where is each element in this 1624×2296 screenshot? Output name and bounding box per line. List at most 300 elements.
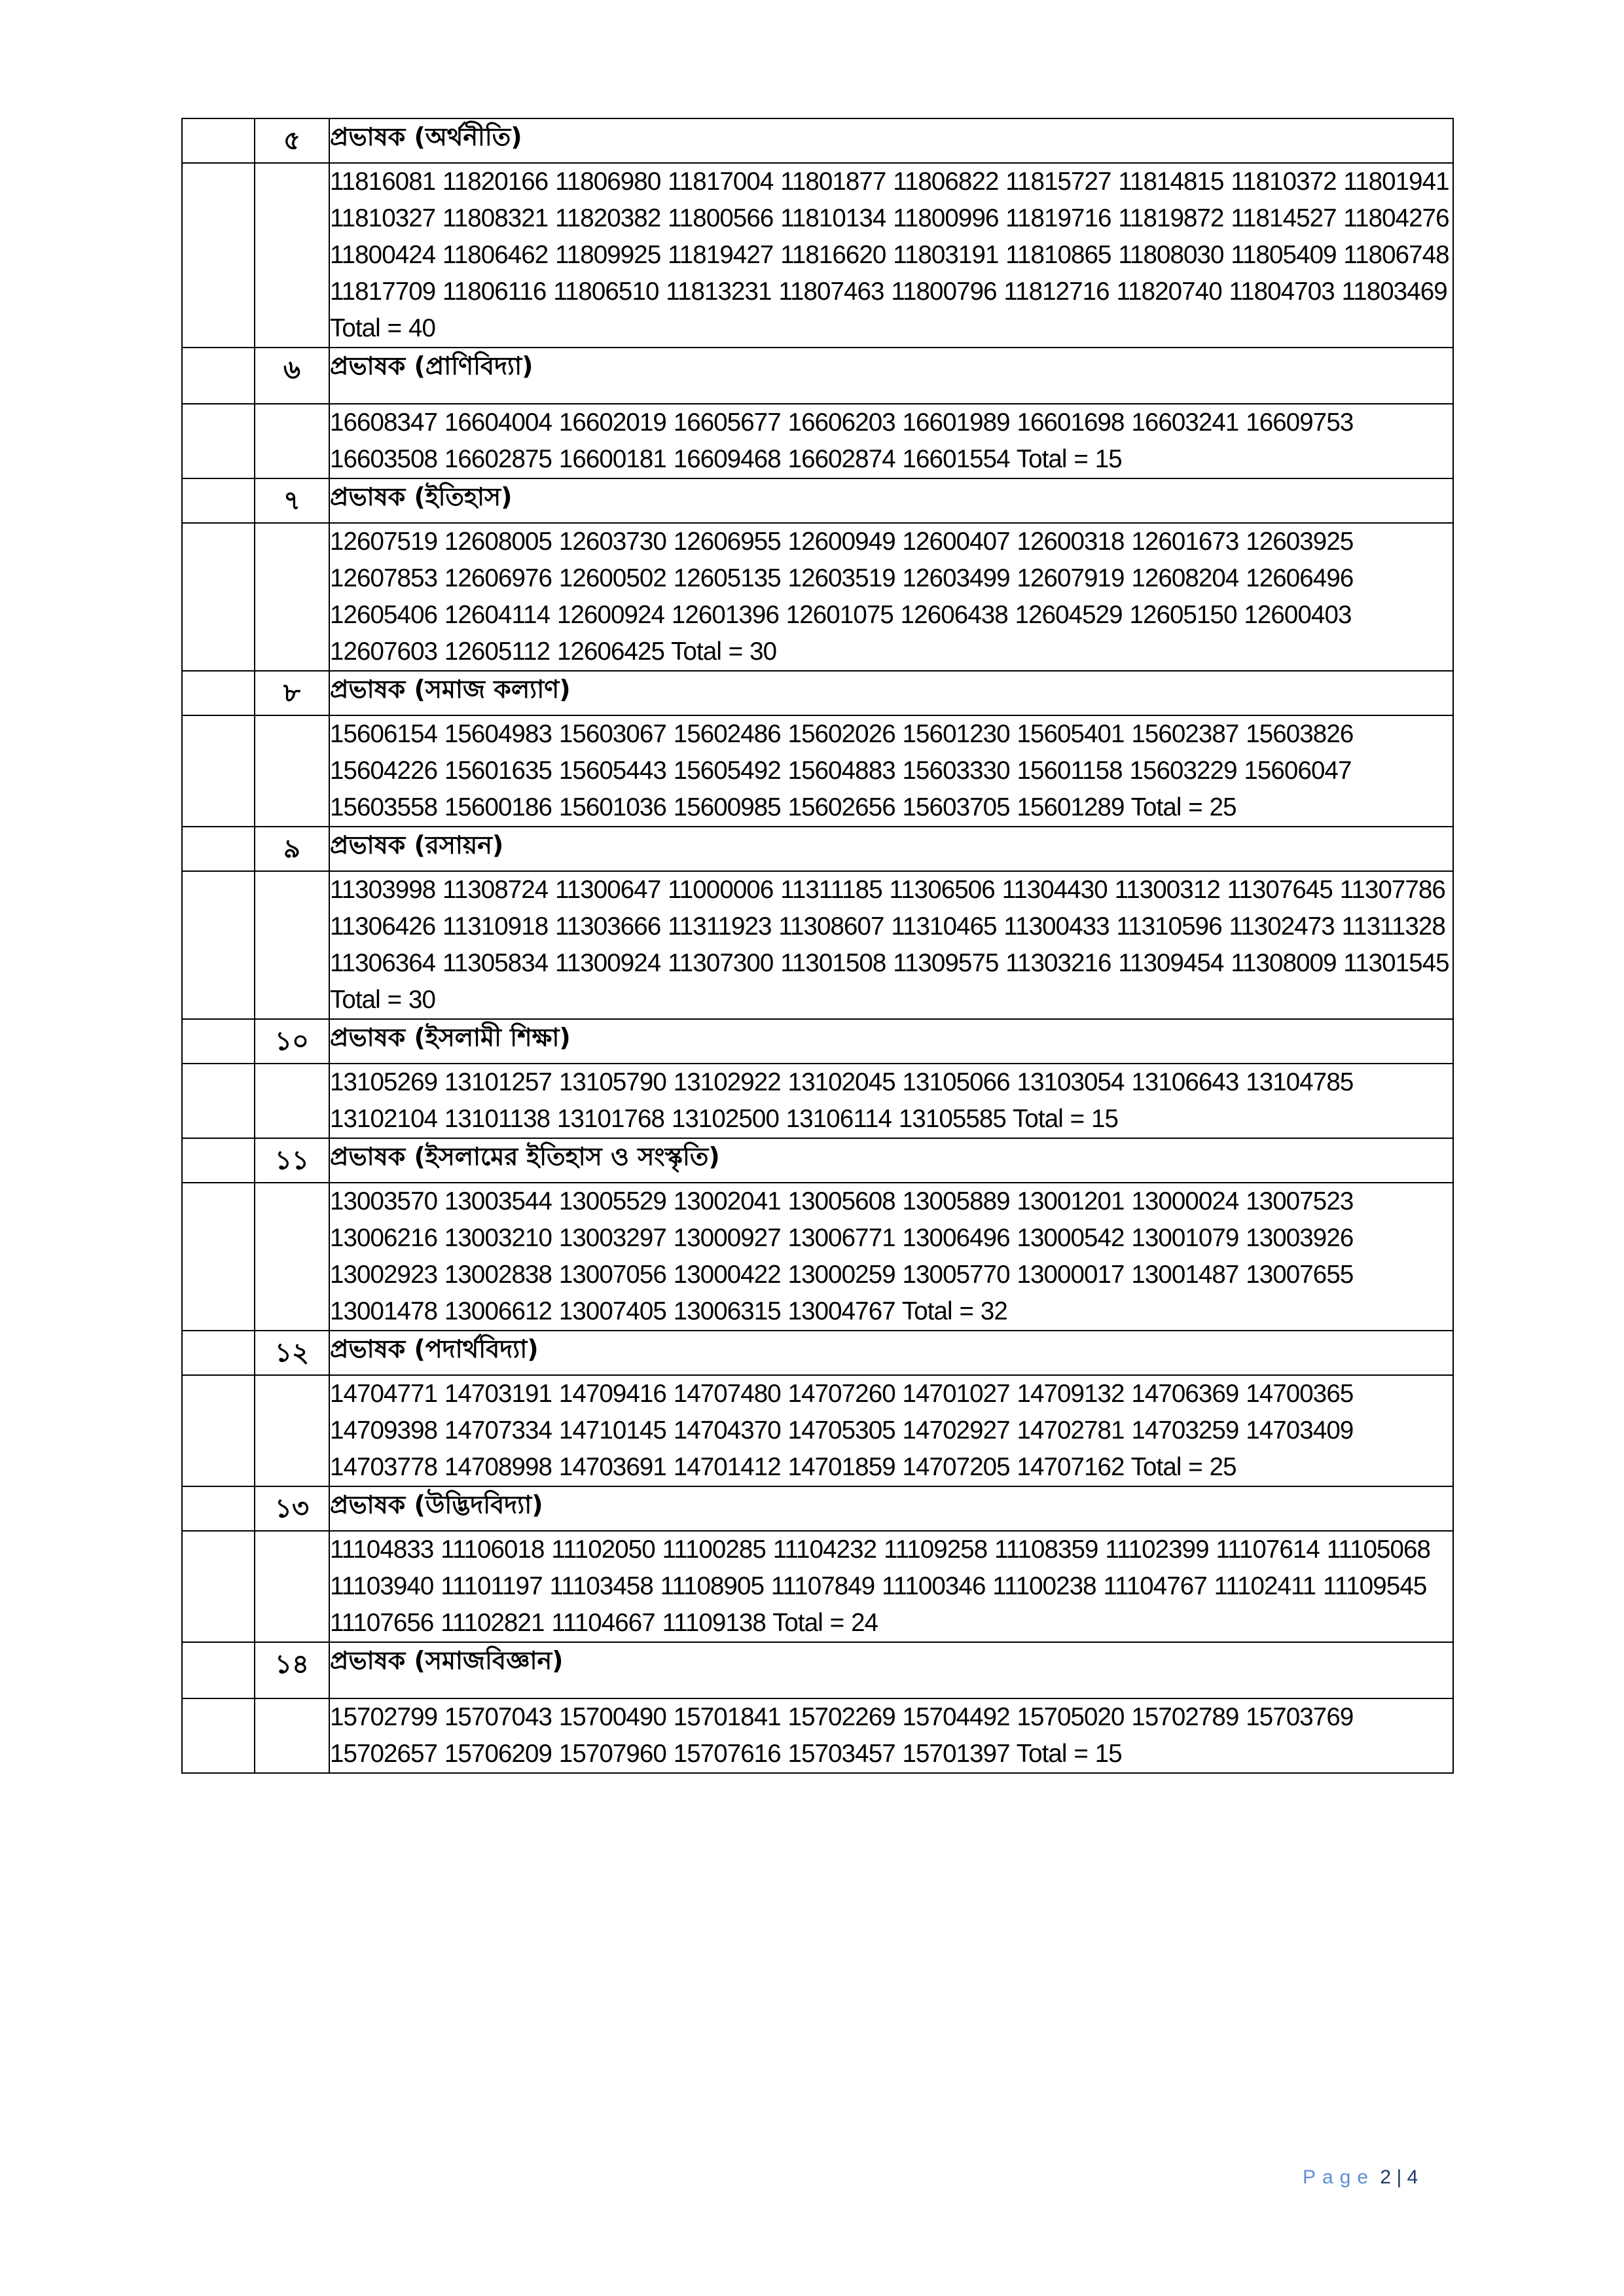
section-header-row — [182, 1019, 1453, 1064]
roll-number: 16605677 — [673, 408, 781, 437]
roll-number: 13006771 — [787, 1224, 895, 1252]
roll-number: 11806462 — [442, 241, 549, 269]
roll-number: 11817004 — [668, 168, 774, 196]
roll-number: 16601989 — [902, 408, 1010, 437]
roll-number: 14701412 — [673, 1453, 781, 1481]
section-total: Total = 24 — [772, 1609, 878, 1637]
section-ids-row — [182, 1183, 1453, 1331]
roll-number: 11809925 — [555, 241, 661, 269]
blank-cell — [255, 1064, 329, 1138]
roll-number: 15604983 — [444, 720, 552, 748]
roll-number: 11804703 — [1229, 278, 1335, 306]
blank-cell — [255, 715, 329, 827]
roll-number: 15604226 — [330, 757, 438, 785]
roll-number: 11819716 — [1005, 204, 1111, 232]
roll-number: 11301545 — [1343, 949, 1449, 977]
roll-number: 11806748 — [1343, 241, 1449, 269]
roll-number: 13105066 — [902, 1068, 1010, 1096]
roll-number: 13000542 — [1017, 1224, 1125, 1252]
roll-number: 14709416 — [558, 1380, 666, 1408]
roll-number: 13102104 — [330, 1105, 438, 1133]
roll-number: 11807463 — [778, 278, 884, 306]
roll-number: 11816620 — [780, 241, 886, 269]
roll-number: 13003926 — [1246, 1224, 1354, 1252]
blank-cell — [182, 1698, 255, 1773]
section-total: Total = 30 — [671, 637, 777, 666]
section-ids-row — [182, 1698, 1453, 1773]
serial-number: ১২ — [255, 1331, 329, 1375]
blank-cell — [182, 163, 255, 348]
post-title: প্রভাষক (উদ্ভিদবিদ্যা) — [329, 1486, 1453, 1531]
roll-number: 11109258 — [883, 1535, 988, 1564]
roll-number-list — [329, 163, 1453, 348]
roll-number: 12600502 — [558, 564, 666, 592]
roll-number: 15707960 — [558, 1740, 666, 1768]
roll-number: 14710145 — [558, 1416, 666, 1444]
roll-number: 11813231 — [666, 278, 772, 306]
post-title: প্রভাষক (সমাজবিজ্ঞান) — [329, 1642, 1453, 1698]
roll-number: 11803191 — [893, 241, 999, 269]
roll-number: 15603330 — [902, 757, 1010, 785]
blank-cell — [182, 1331, 255, 1375]
section-header-row — [182, 1486, 1453, 1531]
section-header-row — [182, 827, 1453, 871]
post-title: প্রভাষক (প্রাণিবিদ্যা) — [329, 348, 1453, 404]
roll-number: 12600924 — [556, 601, 665, 629]
section-header-row — [182, 1138, 1453, 1183]
roll-number: 15603705 — [902, 793, 1010, 821]
section-ids-row — [182, 163, 1453, 348]
roll-number: 13002041 — [673, 1187, 781, 1215]
roll-number-list — [329, 404, 1453, 478]
roll-number: 11310465 — [891, 912, 997, 941]
roll-number: 16602019 — [558, 408, 666, 437]
roll-number: 13007056 — [558, 1261, 666, 1289]
roll-number: 11107656 — [330, 1609, 434, 1637]
roll-number: 12603519 — [787, 564, 895, 592]
roll-number: 14705305 — [787, 1416, 895, 1444]
roll-number: 14707480 — [673, 1380, 781, 1408]
section-total: Total = 40 — [330, 314, 436, 342]
roll-number: 11311328 — [1341, 912, 1445, 941]
roll-number: 11000006 — [668, 876, 774, 904]
roll-number: 13102500 — [671, 1105, 779, 1133]
roll-number: 11311185 — [780, 876, 882, 904]
roll-number: 15702789 — [1131, 1703, 1239, 1731]
roll-number: 15602656 — [787, 793, 895, 821]
blank-cell — [255, 1375, 329, 1486]
roll-number: 13003544 — [444, 1187, 552, 1215]
roll-number: 11806822 — [893, 168, 999, 196]
post-title: প্রভাষক (পদার্থবিদ্যা) — [329, 1331, 1453, 1375]
roll-number: 11108359 — [994, 1535, 1098, 1564]
roll-number: 15603826 — [1246, 720, 1354, 748]
roll-number: 11800796 — [891, 278, 997, 306]
roll-number: 13000024 — [1131, 1187, 1239, 1215]
blank-cell — [182, 348, 255, 404]
blank-cell — [255, 523, 329, 671]
roll-number: 11816081 — [330, 168, 436, 196]
roll-number: 11304430 — [1001, 876, 1108, 904]
roll-number: 15601230 — [902, 720, 1010, 748]
roll-number: 12605112 — [444, 637, 550, 666]
roll-number: 11306426 — [330, 912, 436, 941]
roll-number: 11814527 — [1231, 204, 1337, 232]
blank-cell — [255, 871, 329, 1019]
serial-number: ১১ — [255, 1138, 329, 1183]
section-header-row — [182, 478, 1453, 523]
roll-number: 11300433 — [1003, 912, 1110, 941]
roll-number: 12603499 — [902, 564, 1010, 592]
roll-number: 15602026 — [787, 720, 895, 748]
roll-number: 13001079 — [1131, 1224, 1239, 1252]
roll-number: 15702269 — [787, 1703, 895, 1731]
roll-number: 12607603 — [330, 637, 438, 666]
roll-number: 11107849 — [770, 1572, 875, 1600]
roll-number: 11810134 — [780, 204, 886, 232]
roll-number: 13002838 — [444, 1261, 552, 1289]
roll-number: 13105585 — [898, 1105, 1006, 1133]
roll-number: 11309575 — [893, 949, 999, 977]
roll-number: 11102399 — [1105, 1535, 1209, 1564]
blank-cell — [182, 1486, 255, 1531]
roll-number: 15701841 — [673, 1703, 781, 1731]
roll-number-list — [329, 523, 1453, 671]
roll-number: 11820166 — [442, 168, 549, 196]
roll-number: 12606955 — [673, 528, 781, 556]
blank-cell — [182, 1183, 255, 1331]
roll-number: 11300924 — [555, 949, 661, 977]
roll-number: 14702781 — [1017, 1416, 1125, 1444]
section-header-row — [182, 671, 1453, 715]
roll-number: 14703409 — [1246, 1416, 1354, 1444]
roll-number: 16602874 — [787, 445, 895, 473]
section-total: Total = 15 — [1016, 1740, 1122, 1768]
section-ids-row — [182, 715, 1453, 827]
roll-number: 11105068 — [1326, 1535, 1431, 1564]
roll-number: 11814815 — [1118, 168, 1224, 196]
serial-number: ৮ — [255, 671, 329, 715]
roll-number: 12607853 — [330, 564, 438, 592]
roll-number: 11310596 — [1116, 912, 1222, 941]
roll-number: 13103054 — [1017, 1068, 1125, 1096]
roll-number: 13000422 — [673, 1261, 781, 1289]
roll-number: 13007405 — [558, 1297, 666, 1325]
roll-number-list — [329, 1183, 1453, 1331]
roll-number: 11109545 — [1322, 1572, 1427, 1600]
section-ids-row — [182, 1531, 1453, 1642]
roll-number: 11308607 — [778, 912, 884, 941]
roll-number: 11810372 — [1231, 168, 1337, 196]
roll-number: 11812716 — [1003, 278, 1110, 306]
roll-number: 16609468 — [673, 445, 781, 473]
page-separator: | — [1396, 2166, 1402, 2188]
roll-number: 12608204 — [1131, 564, 1239, 592]
roll-number: 11806116 — [442, 278, 547, 306]
roll-number: 13006612 — [444, 1297, 552, 1325]
roll-number: 12603730 — [558, 528, 666, 556]
roll-number: 11303998 — [330, 876, 436, 904]
roll-number: 13106643 — [1131, 1068, 1239, 1096]
roll-number: 11305834 — [442, 949, 549, 977]
roll-number: 11820740 — [1116, 278, 1222, 306]
roll-number: 11800566 — [668, 204, 774, 232]
blank-cell — [255, 163, 329, 348]
roll-number: 15702799 — [330, 1703, 438, 1731]
roll-number: 13005608 — [787, 1187, 895, 1215]
post-title: প্রভাষক (ইতিহাস) — [329, 478, 1453, 523]
roll-number: 13006216 — [330, 1224, 438, 1252]
roll-number: 11303666 — [555, 912, 661, 941]
roll-number: 14703191 — [444, 1380, 552, 1408]
section-total: Total = 30 — [330, 986, 436, 1014]
blank-cell — [182, 523, 255, 671]
roll-number: 13000017 — [1017, 1261, 1125, 1289]
roll-number: 13001478 — [330, 1297, 438, 1325]
roll-number: 12606976 — [444, 564, 552, 592]
roll-number: 16601554 — [902, 445, 1010, 473]
blank-cell — [182, 1642, 255, 1698]
blank-cell — [182, 715, 255, 827]
roll-number: 14703691 — [558, 1453, 666, 1481]
roll-number: 14704771 — [330, 1380, 438, 1408]
roll-number: 11100346 — [882, 1572, 986, 1600]
section-total: Total = 15 — [1016, 445, 1122, 473]
roll-number: 13101768 — [556, 1105, 665, 1133]
roll-number: 15601158 — [1017, 757, 1123, 785]
roll-number: 15703769 — [1246, 1703, 1354, 1731]
section-header-row — [182, 118, 1453, 163]
roll-number: 11306506 — [889, 876, 995, 904]
roll-number: 13004767 — [787, 1297, 895, 1325]
roll-number: 11303216 — [1005, 949, 1111, 977]
result-table — [181, 118, 1454, 1774]
serial-number: ৫ — [255, 118, 329, 163]
blank-cell — [182, 1019, 255, 1064]
roll-number: 11306364 — [330, 949, 436, 977]
roll-number: 11109138 — [662, 1609, 766, 1637]
serial-number: ১৪ — [255, 1642, 329, 1698]
roll-number: 13006315 — [673, 1297, 781, 1325]
roll-number: 13005770 — [902, 1261, 1010, 1289]
roll-number: 12605406 — [330, 601, 438, 629]
roll-number: 13007523 — [1246, 1187, 1354, 1215]
roll-number: 14707260 — [787, 1380, 895, 1408]
roll-number: 11820382 — [555, 204, 661, 232]
roll-number: 11808030 — [1118, 241, 1224, 269]
roll-number: 15707043 — [444, 1703, 552, 1731]
roll-number: 11310918 — [442, 912, 549, 941]
roll-number: 14700365 — [1246, 1380, 1354, 1408]
blank-cell — [255, 1531, 329, 1642]
roll-number: 12607519 — [330, 528, 438, 556]
section-ids-row — [182, 404, 1453, 478]
roll-number: 13005889 — [902, 1187, 1010, 1215]
roll-number: 15603558 — [330, 793, 438, 821]
roll-number: 16603508 — [330, 445, 438, 473]
roll-number: 12601075 — [785, 601, 893, 629]
blank-cell — [255, 1698, 329, 1773]
roll-number: 15601289 — [1017, 793, 1125, 821]
roll-number: 14709398 — [330, 1416, 438, 1444]
roll-number: 13102045 — [787, 1068, 895, 1096]
page-number: 2 — [1380, 2166, 1392, 2188]
roll-number: 12601673 — [1131, 528, 1239, 556]
roll-number: 11107614 — [1216, 1535, 1320, 1564]
roll-number: 12603925 — [1246, 528, 1354, 556]
blank-cell — [182, 1138, 255, 1183]
roll-number: 13000259 — [787, 1261, 895, 1289]
blank-cell — [182, 404, 255, 478]
serial-number: ১০ — [255, 1019, 329, 1064]
roll-number: 16606203 — [787, 408, 895, 437]
roll-number: 14707334 — [444, 1416, 552, 1444]
roll-number: 11301508 — [780, 949, 886, 977]
roll-number: 11104667 — [551, 1609, 655, 1637]
roll-number: 11308009 — [1231, 949, 1337, 977]
roll-number: 11810327 — [330, 204, 436, 232]
roll-number: 15600186 — [444, 793, 552, 821]
roll-number: 12607919 — [1017, 564, 1125, 592]
roll-number: 12600407 — [902, 528, 1010, 556]
roll-number: 11800996 — [893, 204, 999, 232]
roll-number: 16601698 — [1017, 408, 1125, 437]
post-title: প্রভাষক (ইসলামের ইতিহাস ও সংস্কৃতি) — [329, 1138, 1453, 1183]
serial-number: ৬ — [255, 348, 329, 404]
roll-number: 12608005 — [444, 528, 552, 556]
roll-number: 14707205 — [902, 1453, 1010, 1481]
post-title: প্রভাষক (সমাজ কল্যাণ) — [329, 671, 1453, 715]
roll-number: 16603241 — [1131, 408, 1239, 437]
section-total: Total = 15 — [1013, 1105, 1119, 1133]
serial-number: ১৩ — [255, 1486, 329, 1531]
roll-number: 13005529 — [558, 1187, 666, 1215]
roll-number: 11103940 — [330, 1572, 434, 1600]
roll-number: 11101197 — [441, 1572, 543, 1600]
section-ids-row — [182, 1064, 1453, 1138]
blank-cell — [255, 404, 329, 478]
roll-number: 11104767 — [1103, 1572, 1207, 1600]
roll-number: 13003210 — [444, 1224, 552, 1252]
roll-number: 11803469 — [1341, 278, 1447, 306]
blank-cell — [182, 827, 255, 871]
roll-number: 11804276 — [1343, 204, 1449, 232]
roll-number: 15705020 — [1017, 1703, 1125, 1731]
roll-number: 12604529 — [1015, 601, 1123, 629]
roll-number: 16604004 — [444, 408, 552, 437]
roll-number: 15707616 — [673, 1740, 781, 1768]
roll-number: 15601036 — [558, 793, 666, 821]
roll-number: 11801941 — [1343, 168, 1449, 196]
roll-number: 14708998 — [444, 1453, 552, 1481]
roll-number: 12600949 — [787, 528, 895, 556]
roll-number: 11808321 — [442, 204, 549, 232]
roll-number: 11810865 — [1005, 241, 1111, 269]
page-label: Page — [1303, 2166, 1375, 2188]
section-header-row — [182, 1331, 1453, 1375]
roll-number: 11103458 — [549, 1572, 653, 1600]
blank-cell — [182, 671, 255, 715]
roll-number: 13000927 — [673, 1224, 781, 1252]
page-total: 4 — [1407, 2166, 1418, 2188]
roll-number: 15605401 — [1017, 720, 1125, 748]
roll-number: 13002923 — [330, 1261, 438, 1289]
blank-cell — [182, 478, 255, 523]
roll-number: 13105790 — [558, 1068, 666, 1096]
section-header-row — [182, 1642, 1453, 1698]
blank-cell — [255, 1183, 329, 1331]
blank-cell — [182, 871, 255, 1019]
roll-number: 11100238 — [992, 1572, 1096, 1600]
roll-number-list — [329, 715, 1453, 827]
roll-number: 16600181 — [558, 445, 666, 473]
roll-number: 15702657 — [330, 1740, 438, 1768]
serial-number: ৭ — [255, 478, 329, 523]
roll-number: 11102050 — [551, 1535, 655, 1564]
roll-number: 11300647 — [555, 876, 661, 904]
roll-number: 15703457 — [787, 1740, 895, 1768]
section-ids-row — [182, 523, 1453, 671]
roll-number: 11302473 — [1229, 912, 1335, 941]
roll-number: 12601396 — [671, 601, 779, 629]
roll-number: 13003297 — [558, 1224, 666, 1252]
roll-number-list — [329, 1064, 1453, 1138]
roll-number: 12606438 — [900, 601, 1008, 629]
roll-number: 15601635 — [444, 757, 552, 785]
roll-number: 14704370 — [673, 1416, 781, 1444]
roll-number: 12606425 — [556, 637, 665, 666]
result-table-body — [182, 118, 1453, 1773]
roll-number: 11307300 — [668, 949, 774, 977]
section-total: Total = 25 — [1130, 793, 1236, 821]
roll-number: 12605135 — [673, 564, 781, 592]
blank-cell — [182, 118, 255, 163]
roll-number: 15603229 — [1129, 757, 1237, 785]
roll-number: 11104833 — [330, 1535, 434, 1564]
roll-number: 11300312 — [1114, 876, 1220, 904]
serial-number: ৯ — [255, 827, 329, 871]
roll-number: 14701859 — [787, 1453, 895, 1481]
roll-number: 11806980 — [555, 168, 661, 196]
roll-number: 11819872 — [1118, 204, 1224, 232]
roll-number: 11102411 — [1214, 1572, 1316, 1600]
roll-number: 13105269 — [330, 1068, 438, 1096]
roll-number: 11307786 — [1339, 876, 1445, 904]
roll-number: 13101138 — [444, 1105, 550, 1133]
roll-number: 15602387 — [1131, 720, 1239, 748]
roll-number: 12600403 — [1244, 601, 1352, 629]
roll-number: 12600318 — [1017, 528, 1125, 556]
roll-number: 13006496 — [902, 1224, 1010, 1252]
roll-number: 11815727 — [1005, 168, 1111, 196]
roll-number: 11108905 — [660, 1572, 765, 1600]
blank-cell — [182, 1531, 255, 1642]
roll-number: 11307645 — [1227, 876, 1333, 904]
roll-number: 13106114 — [785, 1105, 892, 1133]
roll-number: 14706369 — [1131, 1380, 1239, 1408]
roll-number: 13104785 — [1246, 1068, 1354, 1096]
roll-number-list — [329, 1531, 1453, 1642]
roll-number-list — [329, 1375, 1453, 1486]
post-title: প্রভাষক (রসায়ন) — [329, 827, 1453, 871]
roll-number: 11309454 — [1118, 949, 1224, 977]
roll-number-list — [329, 1698, 1453, 1773]
roll-number-list — [329, 871, 1453, 1019]
roll-number: 16608347 — [330, 408, 438, 437]
section-total: Total = 25 — [1130, 1453, 1236, 1481]
section-ids-row — [182, 871, 1453, 1019]
roll-number: 15704492 — [902, 1703, 1010, 1731]
